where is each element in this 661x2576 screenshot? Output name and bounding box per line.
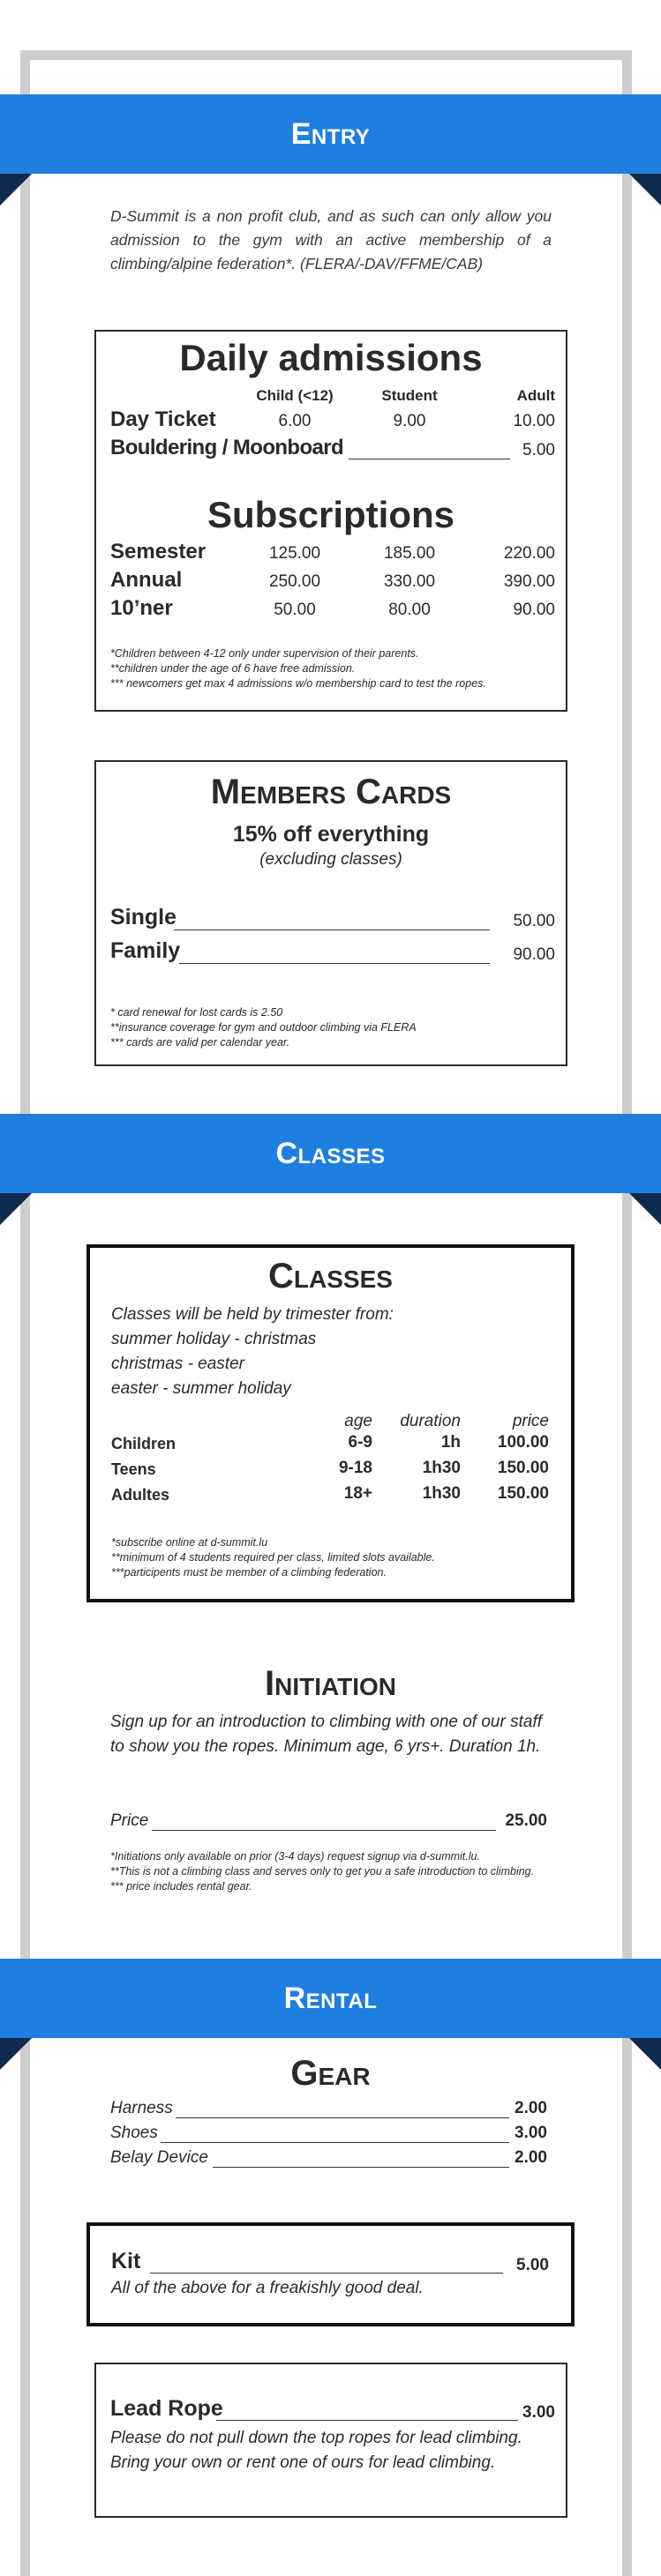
gear-belay-leader bbox=[213, 2167, 509, 2168]
banner-fold-left bbox=[0, 1193, 32, 1225]
class-children-duration: 1h bbox=[440, 1433, 461, 1452]
banner-fold-left bbox=[0, 174, 32, 205]
entry-banner bbox=[0, 94, 661, 174]
tenner-child: 50.00 bbox=[274, 601, 316, 619]
gear-shoes-leader bbox=[161, 2142, 509, 2143]
classes-intro-line-1: Classes will be held by trimester from: bbox=[111, 1305, 394, 1324]
initiation-notes bbox=[110, 1849, 560, 1894]
annual-label: Annual bbox=[110, 568, 183, 592]
annual-student: 330.00 bbox=[383, 572, 436, 591]
entry-banner-title: Entry bbox=[290, 117, 371, 151]
annual-adult: 390.00 bbox=[503, 572, 555, 591]
classes-banner bbox=[0, 1114, 661, 1193]
kit-box bbox=[86, 2222, 575, 2326]
gear-title: Gear bbox=[290, 2054, 371, 2093]
members-notes bbox=[110, 1005, 560, 1050]
bouldering-price: 5.00 bbox=[522, 441, 555, 459]
col-child: Child (<12) bbox=[256, 387, 334, 404]
class-adultes-duration: 1h30 bbox=[422, 1484, 461, 1503]
kit-label: Kit bbox=[111, 2249, 141, 2274]
classes-intro-line-4: easter - summer holiday bbox=[111, 1379, 291, 1398]
daily-title: Daily admissions bbox=[179, 337, 483, 378]
classes-banner-title: Classes bbox=[275, 1137, 386, 1170]
lead-rope-label: Lead Rope bbox=[110, 2396, 223, 2421]
class-children-label: Children bbox=[111, 1435, 177, 1452]
members-note-3: *** cards are valid per calendar year. bbox=[110, 1036, 290, 1049]
day-ticket-child: 6.00 bbox=[278, 412, 312, 430]
family-price: 90.00 bbox=[513, 945, 555, 964]
members-subtitle: 15% off everything bbox=[232, 822, 430, 847]
rental-banner-title: Rental bbox=[283, 1982, 378, 2015]
classes-note-1: *subscribe online at d-summit.lu bbox=[111, 1536, 268, 1549]
class-adultes-age: 18+ bbox=[343, 1484, 372, 1503]
subs-note-3: *** newcomers get max 4 admissions w/o membership card to test the ropes. bbox=[110, 677, 486, 690]
semester-student: 185.00 bbox=[383, 544, 436, 563]
classes-intro-line-2: summer holiday - christmas bbox=[111, 1330, 317, 1348]
gear-belay-price: 2.00 bbox=[515, 2148, 547, 2167]
gear-harness-label: Harness bbox=[110, 2099, 173, 2117]
rental-banner bbox=[0, 1959, 661, 2038]
class-teens-price: 150.00 bbox=[497, 1459, 549, 1477]
bouldering-label: Bouldering / Moonboard bbox=[110, 436, 344, 459]
class-children-age: 6-9 bbox=[348, 1433, 372, 1452]
members-title: Members Cards bbox=[210, 773, 452, 811]
day-ticket-student: 9.00 bbox=[393, 412, 426, 430]
initiation-note-1: *Initiations only available on prior (3-4 days) request signup via d-summit.lu. bbox=[110, 1850, 480, 1863]
initiation-price: 25.00 bbox=[505, 1811, 547, 1830]
class-adultes-label: Adultes bbox=[111, 1486, 170, 1504]
gear-shoes-label: Shoes bbox=[110, 2124, 158, 2142]
tenner-student: 80.00 bbox=[388, 601, 431, 619]
class-adultes-price: 150.00 bbox=[497, 1484, 549, 1503]
classes-intro bbox=[111, 1303, 394, 1401]
members-note-1: * card renewal for lost cards is 2.50 bbox=[110, 1006, 283, 1019]
initiation-price-leader bbox=[152, 1830, 496, 1831]
day-ticket-adult: 10.00 bbox=[513, 412, 555, 430]
lead-rope-leader bbox=[216, 2420, 518, 2421]
entry-intro: D-Summit is a non profit club, and as such can only allow you admission to the gym with an active membership of a climbing/alpine federation*. (FLERA/-DAV/FFME/CAB) bbox=[110, 207, 552, 273]
lead-rope-desc: Please do not pull down the top ropes for lead climbing. Bring your own or rent one of ours for lead climbing. bbox=[110, 2429, 522, 2472]
members-box bbox=[94, 760, 567, 1066]
col-adult: Adult bbox=[516, 387, 555, 404]
kit-leader bbox=[150, 2273, 503, 2274]
classes-title: Classes bbox=[268, 1257, 393, 1295]
day-ticket-label: Day Ticket bbox=[110, 407, 216, 431]
single-label: Single bbox=[110, 905, 177, 930]
col-student: Student bbox=[381, 387, 438, 404]
semester-adult: 220.00 bbox=[503, 544, 555, 563]
gear-shoes-price: 3.00 bbox=[515, 2124, 547, 2142]
classes-header-price: price bbox=[512, 1412, 549, 1430]
classes-note-3: ***participents must be member of a climbing federation. bbox=[111, 1566, 387, 1579]
banner-fold-right bbox=[629, 174, 661, 205]
subs-title: Subscriptions bbox=[207, 494, 455, 535]
kit-price: 5.00 bbox=[516, 2256, 549, 2274]
members-note-2: **insurance coverage for gym and outdoor climbing via FLERA bbox=[110, 1021, 417, 1034]
class-children-price: 100.00 bbox=[497, 1433, 549, 1452]
classes-header-duration: duration bbox=[400, 1412, 461, 1430]
classes-box bbox=[86, 1244, 575, 1602]
banner-fold-right bbox=[629, 1193, 661, 1225]
class-teens-label: Teens bbox=[111, 1460, 156, 1478]
tenner-label: 10’ner bbox=[110, 596, 173, 620]
class-teens-duration: 1h30 bbox=[422, 1459, 461, 1477]
gear-harness-price: 2.00 bbox=[515, 2099, 547, 2117]
initiation-title: Initiation bbox=[264, 1664, 397, 1703]
classes-note-2: **minimum of 4 students required per class, limited slots available. bbox=[111, 1551, 435, 1564]
initiation-note-3: *** price includes rental gear. bbox=[110, 1880, 252, 1893]
subs-note-2: **children under the age of 6 have free admission. bbox=[110, 662, 356, 675]
subs-notes bbox=[110, 646, 560, 691]
classes-header-age: age bbox=[344, 1412, 372, 1430]
subs-note-1: *Children between 4-12 only under supervision of their parents. bbox=[110, 647, 419, 660]
initiation-note-2: **This is not a climbing class and serves only to get you a safe introduction to climbing. bbox=[110, 1865, 535, 1878]
lead-rope-box bbox=[94, 2363, 567, 2518]
class-teens-age: 9-18 bbox=[338, 1459, 372, 1477]
lead-rope-price: 3.00 bbox=[522, 2403, 555, 2422]
single-price: 50.00 bbox=[513, 912, 555, 930]
admissions-box bbox=[94, 330, 567, 712]
initiation-text: Sign up for an introduction to climbing with one of our staff to show you the ropes. Minimum age, 6 yrs+. Duration 1h. bbox=[110, 1713, 542, 1756]
members-subnote: (excluding classes) bbox=[259, 850, 402, 869]
annual-child: 250.00 bbox=[268, 572, 321, 591]
family-leader bbox=[179, 963, 490, 964]
semester-label: Semester bbox=[110, 540, 207, 564]
classes-notes bbox=[111, 1535, 552, 1580]
initiation-price-label: Price bbox=[110, 1811, 149, 1830]
kit-desc: All of the above for a freakishly good deal. bbox=[111, 2279, 424, 2297]
gear-belay-label: Belay Device bbox=[110, 2148, 208, 2167]
semester-child: 125.00 bbox=[268, 544, 321, 563]
family-label: Family bbox=[110, 938, 181, 963]
classes-intro-line-3: christmas - easter bbox=[111, 1355, 244, 1373]
tenner-adult: 90.00 bbox=[513, 601, 555, 619]
gear-harness-leader bbox=[176, 2117, 509, 2118]
